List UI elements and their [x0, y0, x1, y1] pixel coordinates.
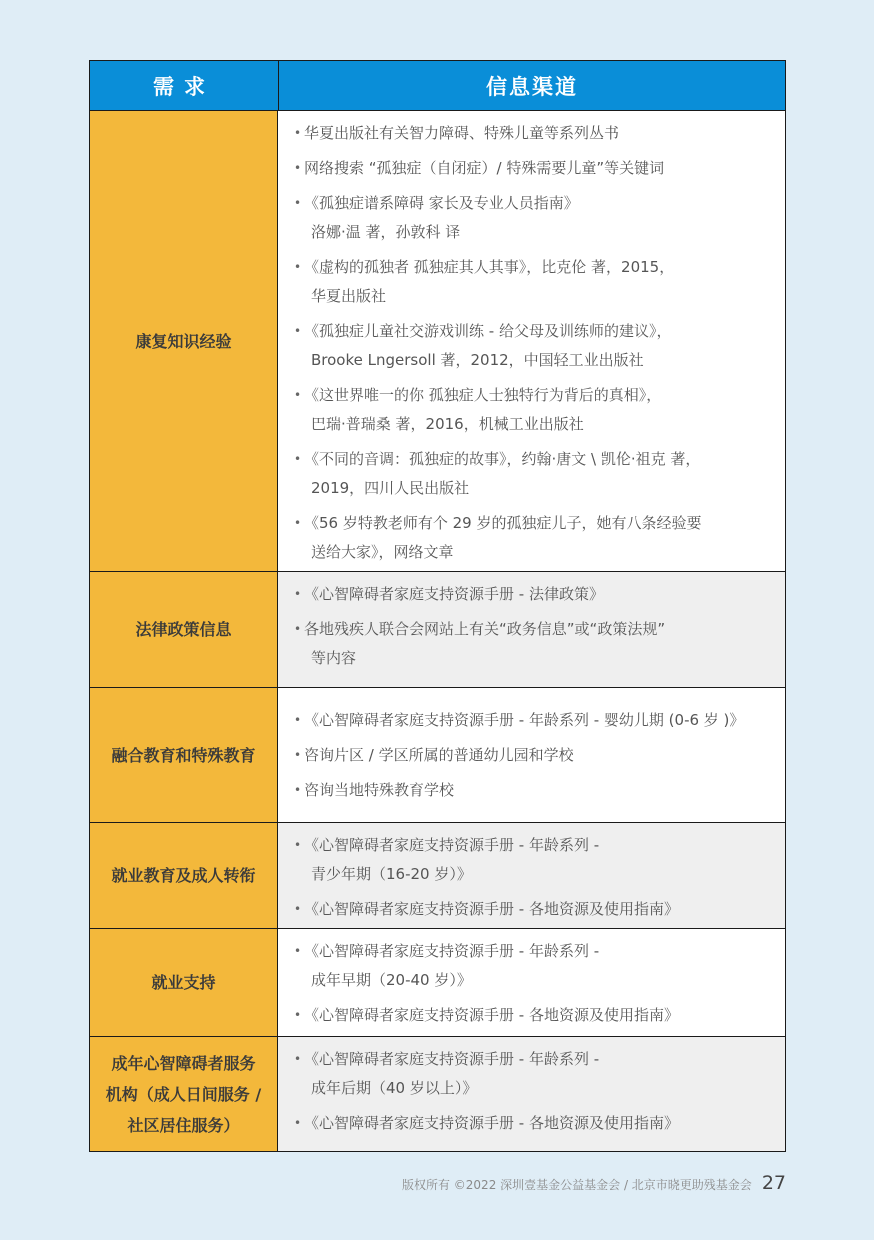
item-line: 《心智障碍者家庭支持资源手册 - 年龄系列 -	[304, 942, 600, 960]
list-item: • 《心智障碍者家庭支持资源手册 - 法律政策》	[294, 580, 779, 609]
list-item: • 《心智障碍者家庭支持资源手册 - 年龄系列 - 成年后期（40 岁以上）》	[294, 1045, 779, 1103]
item-line: 各地残疾人联合会网站上有关“政务信息”或“政策法规”	[304, 620, 666, 638]
header-need: 需求	[90, 61, 279, 110]
list-item: • 《心智障碍者家庭支持资源手册 - 年龄系列 - 婴幼儿期 (0-6 岁 )》	[294, 706, 779, 735]
need-cell: 康复知识经验	[90, 111, 278, 571]
item-line: 《这世界唯一的你 孤独症人士独特行为背后的真相》，	[304, 386, 662, 404]
item-line: 华夏出版社	[311, 287, 387, 305]
item-line: 咨询片区 / 学区所属的普通幼儿园和学校	[304, 746, 574, 764]
need-cell	[90, 1037, 278, 1151]
item-line: 《心智障碍者家庭支持资源手册 - 各地资源及使用指南》	[304, 900, 679, 918]
item-line: 《孤独症儿童社交游戏训练 - 给父母及训练师的建议》，	[304, 322, 672, 340]
list-item: • 《心智障碍者家庭支持资源手册 - 各地资源及使用指南》	[294, 1109, 779, 1138]
table-row-employment-education	[90, 822, 785, 928]
item-line: 咨询当地特殊教育学校	[304, 781, 455, 799]
item-line: 《虚构的孤独者 孤独症其人其事》，比克伦 著，2015，	[304, 258, 675, 276]
item-line: 送给大家》，网络文章	[311, 543, 454, 561]
list-item: • 《不同的音调：孤独症的故事》，约翰·唐文 \ 凯伦·祖克 著， 2019，四川人民出版社	[294, 445, 779, 503]
item-line: 《孤独症谱系障碍 家长及专业人员指南》	[304, 194, 579, 212]
item-line: 《心智障碍者家庭支持资源手册 - 各地资源及使用指南》	[304, 1114, 679, 1132]
need-cell: 法律政策信息	[90, 572, 278, 687]
table-row-employment-support	[90, 928, 785, 1036]
list-item: • 网络搜索 “孤独症（自闭症）/ 特殊需要儿童”等关键词	[294, 154, 779, 183]
channel-cell	[278, 823, 785, 928]
table-header	[90, 61, 785, 110]
list-item: • 《心智障碍者家庭支持资源手册 - 各地资源及使用指南》	[294, 1001, 779, 1030]
item-line: 青少年期（16-20 岁）》	[311, 865, 472, 883]
item-line: 《心智障碍者家庭支持资源手册 - 年龄系列 -	[304, 1050, 600, 1068]
item-line: 《心智障碍者家庭支持资源手册 - 年龄系列 - 婴幼儿期 (0-6 岁 )》	[304, 711, 745, 729]
need-cell: 就业支持	[90, 929, 278, 1036]
list-item: • 《这世界唯一的你 孤独症人士独特行为背后的真相》， 巴瑞·普瑞桑 著，2016，机械工业出版社	[294, 381, 779, 439]
item-line: 《心智障碍者家庭支持资源手册 - 法律政策》	[304, 585, 604, 603]
list-item: • 《心智障碍者家庭支持资源手册 - 各地资源及使用指南》	[294, 895, 779, 924]
need-cell: 融合教育和特殊教育	[90, 688, 278, 822]
item-line: 华夏出版社有关智力障碍、特殊儿童等系列丛书	[304, 124, 620, 142]
item-line: 等内容	[311, 649, 357, 667]
item-line: 成年后期（40 岁以上）》	[311, 1079, 478, 1097]
page-footer	[402, 1172, 786, 1194]
item-line: Brooke Lngersoll 著，2012，中国轻工业出版社	[311, 351, 644, 369]
item-line: 成年早期（20-40 岁）》	[311, 971, 472, 989]
item-line: 《心智障碍者家庭支持资源手册 - 各地资源及使用指南》	[304, 1006, 679, 1024]
resource-table	[89, 60, 786, 1152]
list-item: • 各地残疾人联合会网站上有关“政务信息”或“政策法规” 等内容	[294, 615, 779, 673]
item-line: 洛娜·温 著，孙敦科 译	[311, 223, 461, 241]
list-item: • 咨询片区 / 学区所属的普通幼儿园和学校	[294, 741, 779, 770]
item-line: 巴瑞·普瑞桑 著，2016，机械工业出版社	[311, 415, 584, 433]
need-line: 机构（成人日间服务 /	[105, 1084, 262, 1104]
copyright-text: 版权所有 ©2022 深圳壹基金公益基金会 / 北京市晓更助残基金会	[401, 1178, 752, 1192]
need-line: 成年心智障碍者服务	[111, 1053, 256, 1073]
item-line: 《56 岁特教老师有个 29 岁的孤独症儿子，她有八条经验要	[304, 514, 702, 532]
item-line: 《心智障碍者家庭支持资源手册 - 年龄系列 -	[304, 836, 600, 854]
item-line: 网络搜索 “孤独症（自闭症）/ 特殊需要儿童”等关键词	[304, 159, 665, 177]
list-item: • 《心智障碍者家庭支持资源手册 - 年龄系列 - 成年早期（20-40 岁）》	[294, 937, 779, 995]
channel-cell	[278, 1037, 785, 1151]
list-item: • 《孤独症儿童社交游戏训练 - 给父母及训练师的建议》， Brooke Lngersoll 著，2012，中国轻工业出版社	[294, 317, 779, 375]
table-row-rehab-knowledge	[90, 110, 785, 571]
table-row-legal-policy	[90, 571, 785, 687]
table-row-inclusive-education	[90, 687, 785, 822]
list-item: • 《心智障碍者家庭支持资源手册 - 年龄系列 - 青少年期（16-20 岁）》	[294, 831, 779, 889]
channel-cell	[278, 929, 785, 1036]
list-item: • 《虚构的孤独者 孤独症其人其事》，比克伦 著，2015， 华夏出版社	[294, 253, 779, 311]
need-line: 社区居住服务）	[127, 1115, 240, 1135]
channel-cell	[278, 688, 785, 822]
channel-cell	[278, 111, 785, 571]
list-item: • 《56 岁特教老师有个 29 岁的孤独症儿子，她有八条经验要 送给大家》，网络文章	[294, 509, 779, 567]
channel-cell	[278, 572, 785, 687]
table-row-adult-services	[90, 1036, 785, 1151]
item-line: 《不同的音调：孤独症的故事》，约翰·唐文 \ 凯伦·祖克 著，	[304, 450, 701, 468]
list-item: • 《孤独症谱系障碍 家长及专业人员指南》 洛娜·温 著，孙敦科 译	[294, 189, 779, 247]
item-line: 2019，四川人民出版社	[311, 479, 470, 497]
page-number: 27	[761, 1172, 786, 1194]
list-item: • 咨询当地特殊教育学校	[294, 776, 779, 805]
list-item: • 华夏出版社有关智力障碍、特殊儿童等系列丛书	[294, 119, 779, 148]
need-cell: 就业教育及成人转衔	[90, 823, 278, 928]
header-channel: 信息渠道	[486, 74, 578, 99]
